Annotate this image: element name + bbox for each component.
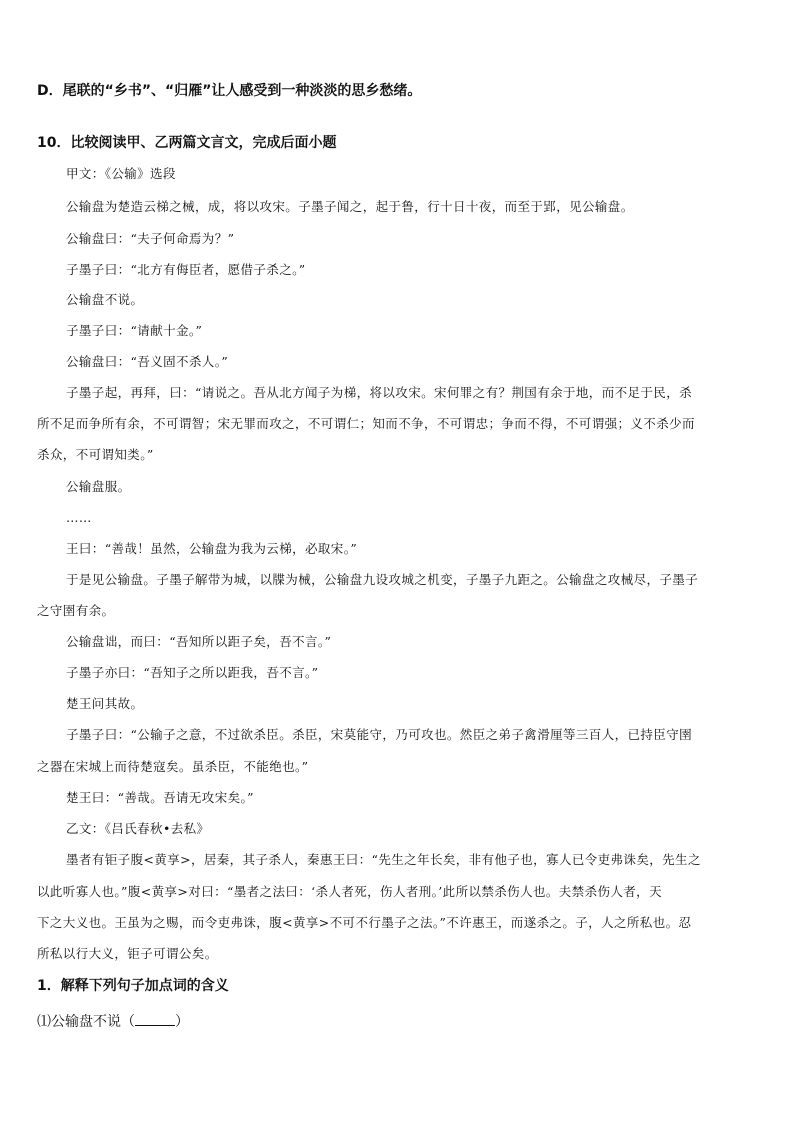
passage-a-line: 子墨子起，再拜，曰：“请说之。吾从北方闻子为梯，将以攻宋。宋何罪之有？荆国有余于地，而不足于民，杀 <box>66 385 692 400</box>
passage-a-line: 子墨子曰：“北方有侮臣者，愿借子杀之。” <box>66 262 306 277</box>
passage-b-line: 以此听寡人也。”腹<黄享>对曰：“墨者之法曰：‘杀人者死，伤人者刑。’此所以禁杀伤人也。夫禁杀伤人者，天 <box>37 884 662 899</box>
passage-a-line: …… <box>66 510 92 525</box>
passage-a-line: 公输盘服。 <box>66 479 131 494</box>
passage-a-line: 所不足而争所有余，不可谓智；宋无罪而攻之，不可谓仁；知而不争，不可谓忠；争而不得，不可谓强；义不杀少而 <box>37 416 695 431</box>
sub-question-1: 1．解释下列句子加点词的含义 <box>37 978 229 994</box>
passage-a-line: 之器在宋城上而待楚寇矣。虽杀臣，不能绝也。” <box>37 759 309 774</box>
passage-b-title: 乙文：《吕氏春秋•去私》 <box>66 821 210 836</box>
passage-a-line: 楚王问其故。 <box>66 696 144 711</box>
passage-a-line: 公输盘曰：“吾义固不杀人。” <box>66 354 229 369</box>
passage-a-line: 子墨子亦曰：“吾知子之所以距我，吾不言。” <box>66 665 319 680</box>
passage-a-line: 公输盘不说。 <box>66 292 144 307</box>
passage-b-line: 下之大义也。王虽为之赐，而令吏弗诛，腹<黄享>不可不行墨子之法。”不许惠王，而遂杀之。子，人之所私也。忍 <box>37 915 692 930</box>
passage-b-line: 所私以行大义，钜子可谓公矣。 <box>37 946 218 961</box>
passage-a-line: 之守圉有余。 <box>37 603 115 618</box>
passage-a-line: 子墨子曰：“请献十金。” <box>66 323 203 338</box>
passage-a-line: 公输盘为楚造云梯之械，成，将以攻宋。子墨子闻之，起于鲁，行十日十夜，而至于郢，见公输盘。 <box>66 199 634 214</box>
passage-b-line: 墨者有钜子腹<黄享>，居秦，其子杀人，秦惠王曰：“先生之年长矣，非有他子也，寡人已令吏弗诛矣，先生之 <box>66 852 701 867</box>
passage-a-title: 甲文：《公输》选段 <box>66 166 176 181</box>
passage-a-line: 公输盘诎，而曰：“吾知所以距子矣，吾不言。” <box>66 634 332 649</box>
passage-a-line: 楚王曰：“善哉。吾请无攻宋矣。” <box>66 790 254 805</box>
passage-a-line: 于是见公输盘。子墨子解带为城，以牒为械，公输盘九设攻城之机变，子墨子九距之。公输盘之攻械尽，子墨子 <box>66 572 699 587</box>
item-1-close: ） <box>175 1014 189 1030</box>
option-d: D．尾联的“乡书”、“归雁”让人感受到一种淡淡的思乡愁绪。 <box>37 83 422 99</box>
answer-blank[interactable] <box>135 1011 175 1026</box>
item-1 <box>37 1011 189 1029</box>
passage-a-line: 杀众，不可谓知类。” <box>37 447 154 462</box>
passage-a-line: 公输盘曰：“夫子何命焉为？” <box>66 231 235 246</box>
question-10: 10．比较阅读甲、乙两篇文言文，完成后面小题 <box>37 135 337 151</box>
passage-a-line: 王曰：“善哉！虽然，公输盘为我为云梯，必取宋。” <box>66 541 358 556</box>
item-1-text: ⑴公输盘不说（ <box>37 1014 135 1030</box>
passage-a-line: 子墨子曰：“公输子之意，不过欲杀臣。杀臣，宋莫能守，乃可攻也。然臣之弟子禽滑厘等三百人，已持臣守圉 <box>66 727 692 742</box>
